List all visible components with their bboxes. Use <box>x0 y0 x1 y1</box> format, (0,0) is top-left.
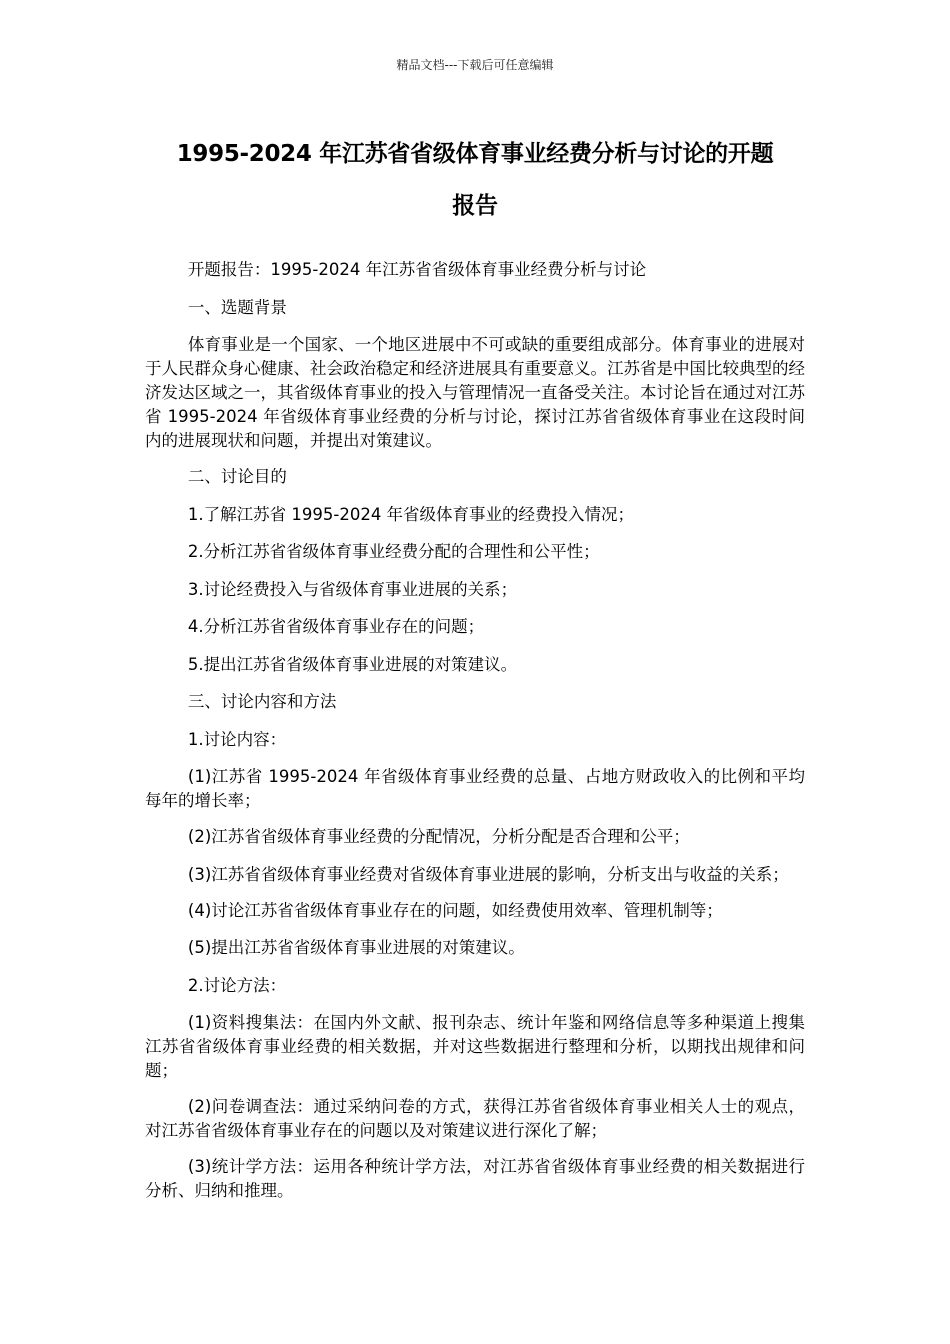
purpose-item-2: 2.分析江苏省省级体育事业经费分配的合理性和公平性； <box>187 542 600 561</box>
section-heading-content-method: 三、讨论内容和方法 <box>187 692 337 711</box>
content-item-3: (3)江苏省省级体育事业经费对省级体育事业进展的影响，分析支出与收益的关系； <box>187 864 789 884</box>
method-item-2: (2)问卷调查法：通过采纳问卷的方式，获得江苏省省级体育事业相关人士的观点，对江苏省省级体育事业存在的问题以及对策建议进行深化了解； <box>145 1097 805 1140</box>
purpose-item-1: 1.了解江苏省 1995-2024 年省级体育事业的经费投入情况； <box>187 504 635 524</box>
section-heading-background: 一、选题背景 <box>187 297 287 317</box>
section-heading-purpose: 二、讨论目的 <box>187 467 287 486</box>
method-item-3: (3)统计学方法：运用各种统计学方法，对江苏省省级体育事业经费的相关数据进行分析、归纳和推理。 <box>145 1157 805 1200</box>
purpose-item-3: 3.讨论经费投入与省级体育事业进展的关系； <box>187 579 518 599</box>
subheading-content: 1.讨论内容： <box>187 729 287 749</box>
paragraph-background: 体育事业是一个国家、一个地区进展中不可或缺的重要组成部分。体育事业的进展对于人民群众身心健康、社会政治稳定和经济进展具有重要意义。江苏省是中国比较典型的经济发达区域之一，其省级体育事业的投入与管理情况一直备受关注。本讨论旨在通过对江苏省 1995-2024 年省级体育事业经费的分析与讨论，探讨江苏省省级体育事业在这段时间内的进展现状和问题，并提出对策建议。 <box>145 335 805 450</box>
document-title-line2: 报告 <box>452 193 498 219</box>
content-item-4: (4)讨论江苏省省级体育事业存在的问题，如经费使用效率、管理机制等； <box>187 900 723 920</box>
report-intro: 开题报告：1995-2024 年江苏省省级体育事业经费分析与讨论 <box>187 260 647 279</box>
content-item-5: (5)提出江苏省省级体育事业进展的对策建议。 <box>187 938 525 957</box>
document-title-line1: 1995-2024 年江苏省省级体育事业经费分析与讨论的开题 <box>176 141 774 167</box>
document-body <box>145 258 805 1215</box>
subheading-method: 2.讨论方法： <box>187 975 287 995</box>
method-item-1: (1)资料搜集法：在国内外文献、报刊杂志、统计年鉴和网络信息等多种渠道上搜集江苏省省级体育事业经费的相关数据，并对这些数据进行整理和分析，以期找出规律和问题； <box>145 1013 805 1080</box>
content-item-1: (1)江苏省 1995-2024 年省级体育事业经费的总量、占地方财政收入的比例和平均每年的增长率； <box>145 767 805 810</box>
purpose-item-5: 5.提出江苏省省级体育事业进展的对策建议。 <box>187 654 518 674</box>
purpose-item-4: 4.分析江苏省省级体育事业存在的问题； <box>187 617 485 636</box>
content-item-2: (2)江苏省省级体育事业经费的分配情况，分析分配是否合理和公平； <box>187 827 690 846</box>
page-header: 精品文档---下载后可任意编辑 <box>396 58 554 72</box>
